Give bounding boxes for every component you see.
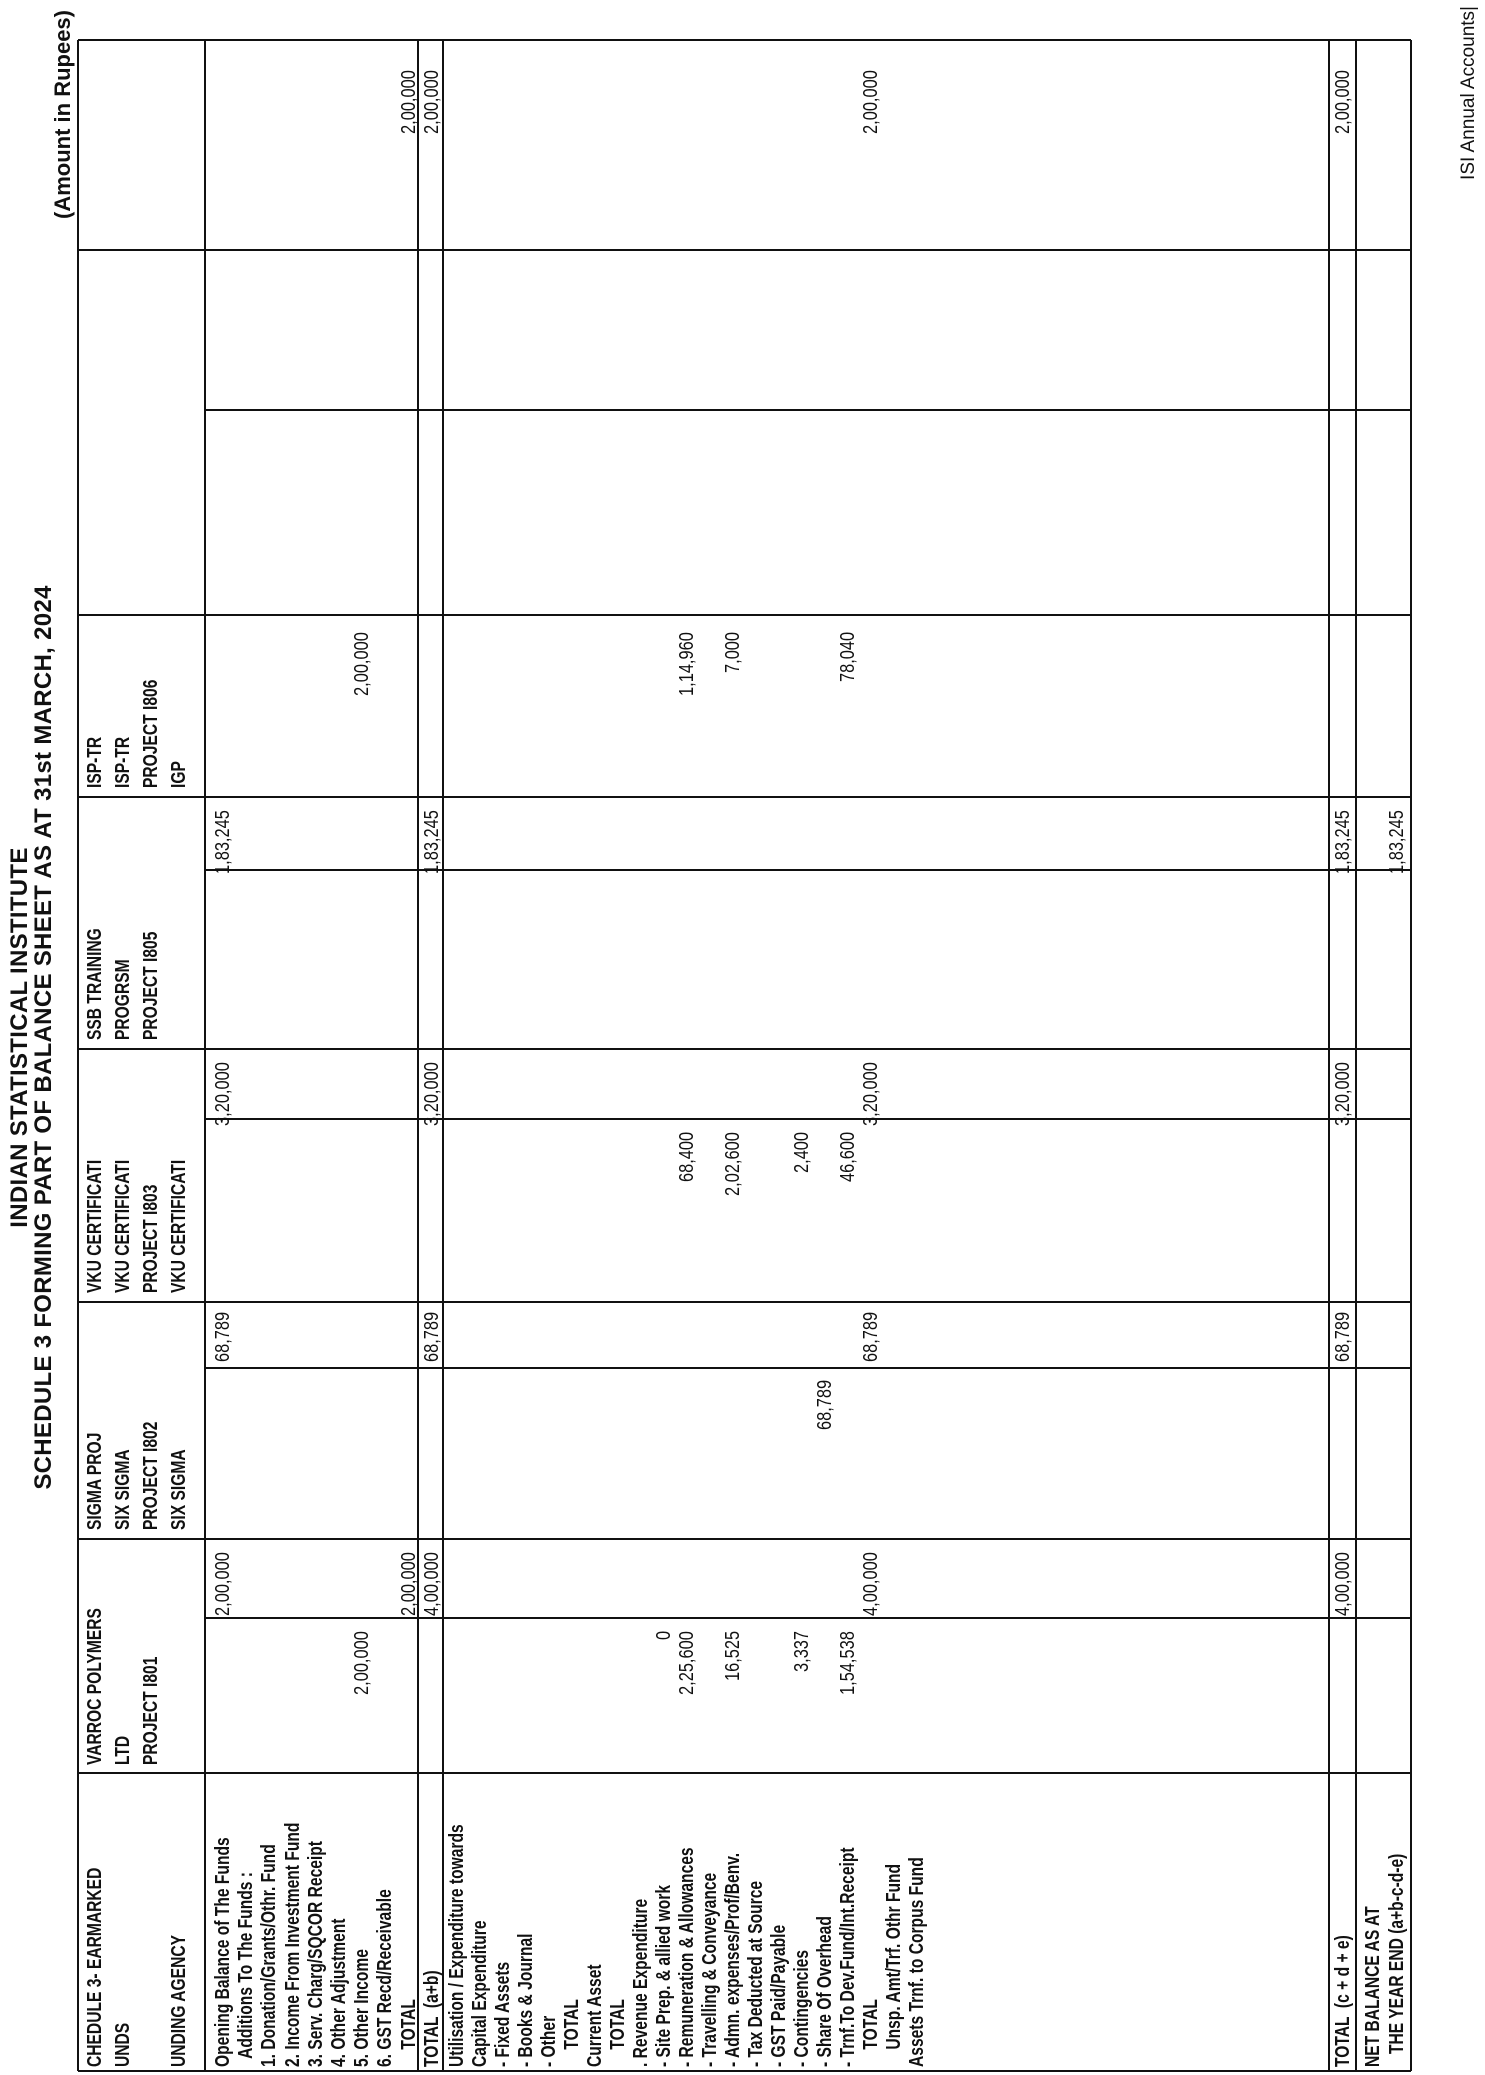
amount-cell: 4,00,000 xyxy=(860,1552,882,1616)
amount-cell: 16,525 xyxy=(722,1631,744,1682)
amount-cell: 4,00,000 xyxy=(421,1552,443,1616)
grid-line-horizontal xyxy=(1328,40,1330,2071)
column-header-line: SIX SIGMA xyxy=(168,1449,190,1530)
grid-line-horizontal xyxy=(1355,40,1357,2071)
row-label: 4. Other Adjustment xyxy=(328,1918,350,2067)
grid-line-vertical xyxy=(78,249,1411,251)
column-header-line: PROJECT I805 xyxy=(140,931,162,1040)
column-header-line: PROJECT I802 xyxy=(140,1421,162,1530)
column-header-line: VKU CERTIFICATI xyxy=(84,1159,106,1293)
row-label: Additions To The Funds : xyxy=(235,1872,258,2067)
row-label: 1. Donation/Grants/Othr. Fund xyxy=(258,1844,281,2067)
column-header-line: SIX SIGMA xyxy=(112,1449,134,1530)
amount-cell: 3,20,000 xyxy=(1332,1062,1354,1126)
amount-cell: 2,00,000 xyxy=(860,70,882,134)
grid-line-vertical xyxy=(78,1772,1411,1774)
grid-line-horizontal xyxy=(417,40,419,2071)
amount-cell: 7,000 xyxy=(722,632,744,674)
row-label: 3. Serv. Charg/SQCOR Receipt xyxy=(304,1841,327,2067)
label-header-line: CHEDULE 3- EARMARKED xyxy=(84,1867,106,2067)
amount-cell: 3,337 xyxy=(791,1631,813,1673)
column-header-line: LTD xyxy=(112,1735,134,1765)
column-header-line: VKU CERTIFICATI xyxy=(168,1159,190,1293)
row-label: Capital Expenditure xyxy=(469,1920,491,2067)
amount-cell: 2,00,000 xyxy=(421,70,443,134)
row-label: - Books & Journal xyxy=(515,1933,537,2067)
row-label: Unsp. Amt/Trf. Othr Fund xyxy=(883,1863,905,2067)
row-label: TOTAL xyxy=(607,1999,629,2067)
column-header-line: IGP xyxy=(168,761,190,788)
grid-line-vertical xyxy=(205,869,1411,871)
grid-line-vertical xyxy=(205,409,1411,411)
row-label: - Trnf.To Dev.Fund/Int.Receipt xyxy=(837,1847,859,2067)
row-label: Current Asset xyxy=(584,1964,606,2067)
row-label: - Admn. expenses/Prof/Benv. xyxy=(722,1852,744,2067)
label-header-line: UNDS xyxy=(112,2022,134,2067)
row-label: TOTAL (a+b) xyxy=(421,1970,443,2067)
amount-cell: 68,789 xyxy=(1332,1312,1354,1363)
amount-cell: 2,00,000 xyxy=(351,632,374,696)
amount-cell: 2,00,000 xyxy=(1332,70,1354,134)
footer-note: ISI Annual Accounts| xyxy=(1458,6,1479,180)
grid-line-vertical xyxy=(78,1301,1411,1303)
grid-line-vertical xyxy=(78,39,1411,41)
amount-cell: 2,25,600 xyxy=(676,1631,698,1695)
column-header-line: PROJECT I806 xyxy=(140,679,162,788)
row-label: 2. Income From Investment Fund xyxy=(281,1822,304,2067)
amount-cell: 2,00,000 xyxy=(397,70,420,134)
column-header-line: VKU CERTIFICATI xyxy=(112,1159,134,1293)
amount-cell: 1,83,245 xyxy=(421,810,443,874)
column-header-line: ISP-TR xyxy=(112,736,134,788)
row-label: NET BALANCE AS AT xyxy=(1362,1906,1384,2067)
column-header-line: PROJECT I801 xyxy=(140,1656,162,1765)
row-label: TOTAL (c + d + e) xyxy=(1332,1935,1354,2067)
amount-cell: 2,02,600 xyxy=(722,1132,744,1196)
grid-line-horizontal xyxy=(204,40,206,2071)
row-label: - GST Paid/Payable xyxy=(768,1924,790,2067)
row-label: Utilisation / Expenditure towards xyxy=(446,1824,468,2067)
grid-line-vertical xyxy=(78,1048,1411,1050)
amount-cell: 4,00,000 xyxy=(1332,1552,1354,1616)
grid-line-horizontal xyxy=(442,40,444,2071)
amount-cell: 3,20,000 xyxy=(212,1062,234,1126)
amount-cell: 2,00,000 xyxy=(397,1552,420,1616)
row-label: - Other xyxy=(538,2015,560,2067)
grid-line-vertical xyxy=(78,2070,1411,2072)
amount-cell: 68,789 xyxy=(421,1312,443,1363)
grid-line-vertical xyxy=(78,614,1411,616)
grid-line-horizontal xyxy=(77,40,79,2071)
row-label: - Remuneration & Allowances xyxy=(676,1847,698,2067)
grid-line-vertical xyxy=(205,1118,1411,1120)
row-label: THE YEAR END (a+b-c-d-e) xyxy=(1386,1853,1408,2067)
row-label: - Tax Deducted at Source xyxy=(745,1880,767,2067)
row-label: - Share Of Overhead xyxy=(814,1916,836,2067)
amount-cell: 3,20,000 xyxy=(421,1062,443,1126)
amount-cell: 68,400 xyxy=(676,1132,698,1183)
amount-cell: 1,83,245 xyxy=(1332,810,1354,874)
grid-line-vertical xyxy=(78,796,1411,798)
amount-cell: 2,400 xyxy=(791,1132,813,1174)
amount-cell: 46,600 xyxy=(837,1132,859,1183)
column-header-line: VARROC POLYMERS xyxy=(84,1608,106,1765)
amount-in-rupees-note: (Amount in Rupees) xyxy=(50,10,75,219)
row-label: 5. Other Income xyxy=(351,1949,374,2067)
amount-cell: 68,789 xyxy=(814,1380,836,1431)
grid-line-vertical xyxy=(78,1538,1411,1540)
column-header-line: SSB TRAINING xyxy=(84,928,106,1040)
amount-cell: 1,14,960 xyxy=(676,632,698,696)
amount-cell: 1,83,245 xyxy=(1386,810,1408,874)
grid-line-horizontal xyxy=(1410,40,1412,2071)
row-label: TOTAL xyxy=(860,1999,882,2067)
page-title: INDIAN STATISTICAL INSTITUTE xyxy=(6,847,33,1228)
amount-cell: 0 xyxy=(653,1631,675,1641)
row-label: Opening Balance of The Funds xyxy=(212,1837,234,2067)
page-subtitle: SCHEDULE 3 FORMING PART OF BALANCE SHEET AS AT 31st MARCH, 2024 xyxy=(30,585,57,1490)
column-header-line: PROGRSM xyxy=(112,959,134,1040)
grid-line-vertical xyxy=(205,1617,1411,1619)
row-label: - Contingencies xyxy=(791,1949,813,2067)
column-header-line: PROJECT I803 xyxy=(140,1184,162,1293)
row-label: TOTAL xyxy=(561,1999,583,2067)
amount-cell: 2,00,000 xyxy=(212,1552,234,1616)
amount-cell: 78,040 xyxy=(837,632,859,683)
label-header-line: UNDING AGENCY xyxy=(168,1934,190,2067)
row-label: TOTAL xyxy=(397,1999,420,2067)
row-label: - Fixed Assets xyxy=(492,1961,514,2067)
row-label: Assets Trnf. to Corpus Fund xyxy=(906,1857,928,2067)
column-header-line: ISP-TR xyxy=(84,736,106,788)
grid-line-vertical xyxy=(205,1367,1411,1369)
row-label: 6. GST Recd/Receivable xyxy=(374,1889,397,2067)
column-header-line: SIGMA PROJ xyxy=(84,1432,106,1530)
amount-cell: 1,54,538 xyxy=(837,1631,859,1695)
amount-cell: 3,20,000 xyxy=(860,1062,882,1126)
amount-cell: 68,789 xyxy=(212,1312,234,1363)
amount-cell: 1,83,245 xyxy=(212,810,234,874)
row-label: - Site Prep. & allied work xyxy=(653,1884,675,2067)
amount-cell: 68,789 xyxy=(860,1312,882,1363)
amount-cell: 2,00,000 xyxy=(351,1631,374,1695)
row-label: - Travelling & Conveyance xyxy=(699,1872,721,2067)
row-label: . Revenue Expenditure xyxy=(630,1898,652,2067)
